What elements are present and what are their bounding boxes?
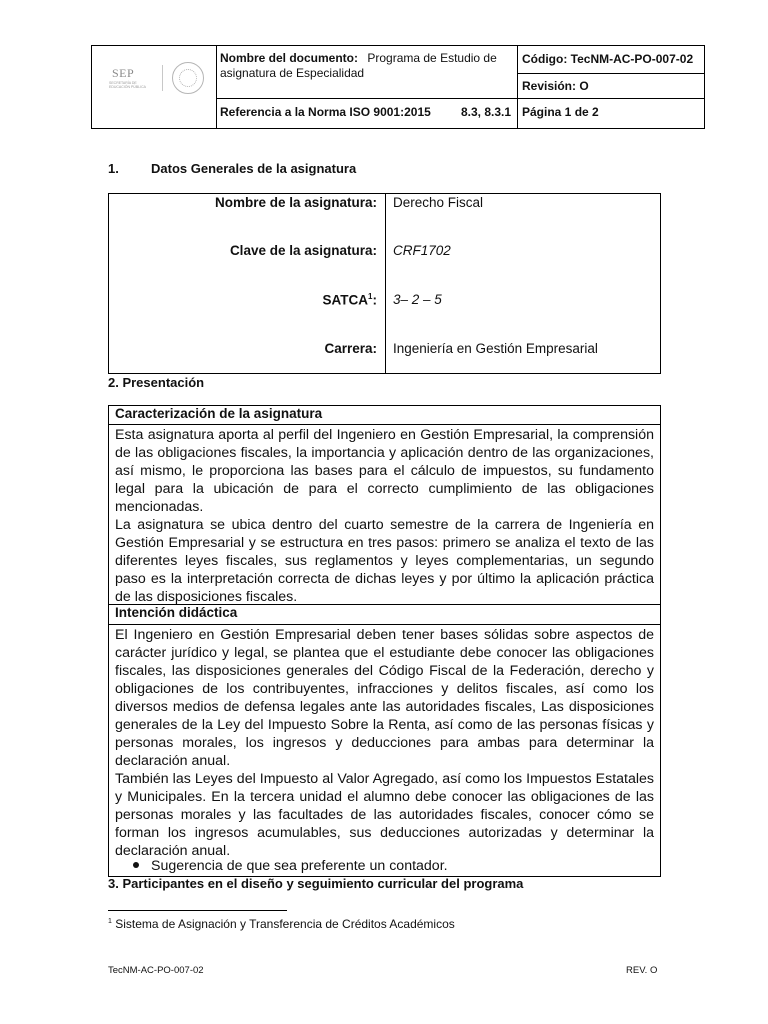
page-indicator: Página 1 de 2	[522, 105, 599, 119]
table-divider	[109, 624, 660, 625]
table-divider	[385, 194, 386, 373]
subject-name-label: Nombre de la asignatura:	[214, 195, 377, 210]
header-divider	[216, 46, 217, 128]
characterization-header: Caracterización de la asignatura	[115, 406, 323, 421]
table-divider	[109, 424, 660, 425]
footnote-separator	[108, 910, 287, 911]
document-name-value: Programa de Estudio de	[367, 51, 497, 65]
iso-norm-value: 8.3, 8.3.1	[461, 105, 512, 119]
document-name-cell	[220, 51, 516, 81]
career-label: Carrera:	[324, 341, 377, 356]
header-divider	[216, 98, 704, 99]
national-seal-icon	[172, 62, 204, 94]
sep-logo	[92, 46, 216, 127]
section-2-title: 2. Presentación	[108, 375, 205, 390]
section-1-title: Datos Generales de la asignatura	[151, 161, 357, 176]
section-3-title: 3. Participantes en el diseño y seguimiento curricular del programa	[108, 876, 524, 891]
header-divider	[517, 73, 704, 74]
section-1-number: 1.	[108, 161, 119, 176]
footer-revision: REV. O	[626, 965, 658, 976]
career-value: Ingeniería en Gestión Empresarial	[393, 341, 598, 356]
sep-logo-subtext: SECRETARÍA DE EDUCACIÓN PÚBLICA	[109, 81, 146, 89]
document-revision: Revisión: O	[522, 79, 589, 93]
didactic-intention-paragraph: El Ingeniero en Gestión Empresarial deben tener bases sólidas sobre aspectos de carácter jurídico y legal, se plantea que el estudiante debe conocer las obligaciones fiscales, las disposiciones generales del Código Fiscal de la Federación, derecho y obligaciones de los contribuyentes, infracciones y delitos fiscales, así como los diversos medios de defensa legales ante las autoridades fiscales, Las disposiciones generales de la Ley del Impuesto Sobre la Renta, así como de las personas físicas y personas morales, los ingresos y deducciones para ambas para determinar la declaración anual.	[115, 627, 654, 769]
didactic-intention-text	[115, 626, 654, 860]
presentation-table	[108, 405, 661, 877]
characterization-paragraph: Esta asignatura aporta al perfil del Ingeniero en Gestión Empresarial, la comprensión de las obligaciones fiscales, la importancia y aplicación dentro de las organizaciones, así mismo, le proporciona las bases para el cálculo de impuestos, su fundamento legal para la ubicación de para el correcto cumplimiento de las obligaciones mencionadas.	[115, 427, 654, 515]
document-name-value-cont: asignatura de Especialidad	[220, 66, 365, 80]
satca-value: 3– 2 – 5	[393, 292, 442, 307]
subject-key-value: CRF1702	[393, 243, 451, 258]
characterization-text	[115, 426, 654, 606]
document-name-label: Nombre del documento:	[220, 51, 359, 65]
header-divider	[517, 46, 518, 128]
general-data-table	[108, 193, 661, 374]
footer-document-code: TecNM-AC-PO-007-02	[108, 965, 204, 976]
satca-footnote-mark: 1	[368, 292, 373, 301]
satca-label: SATCA$^1$:	[322, 292, 377, 308]
subject-key-label: Clave de la asignatura:	[229, 243, 377, 258]
suggestion-list-item	[133, 857, 448, 875]
footnote-mark: 1	[108, 918, 112, 925]
document-code: Código: TecNM-AC-PO-007-02	[522, 52, 694, 66]
sep-logo-text: SEP	[112, 66, 135, 80]
bullet-icon	[133, 862, 139, 868]
footnote-text: Sistema de Asignación y Transferencia de Créditos Académicos	[115, 917, 455, 931]
subject-name-value: Derecho Fiscal	[393, 195, 484, 210]
iso-norm-label: Referencia a la Norma ISO 9001:2015	[220, 105, 431, 119]
characterization-paragraph: La asignatura se ubica dentro del cuarto semestre de la carrera de Ingeniería en Gestión Empresarial y se estructura en tres pasos: primero se analiza el texto de las diferentes leyes fiscales, sus reglamentos y leyes complementarias, un segundo paso es la interpretación correcta de dichas leyes y por último la aplicación práctica de las disposiciones fiscales.	[115, 517, 654, 605]
document-header-table	[91, 45, 705, 129]
suggestion-text: Sugerencia de que sea preferente un contador.	[151, 858, 448, 874]
logo-divider	[162, 65, 163, 91]
didactic-intention-header: Intención didáctica	[115, 605, 238, 620]
footnote	[108, 917, 455, 931]
didactic-intention-paragraph: También las Leyes del Impuesto al Valor Agregado, así como los Impuestos Estatales y Municipales. En la tercera unidad el alumno debe conocer las obligaciones de las personas morales y las facultades de las autoridades fiscales, conocer cómo se forman los ingresos acumulables, sus deducciones autorizadas y determinar la declaración anual.	[115, 771, 654, 859]
